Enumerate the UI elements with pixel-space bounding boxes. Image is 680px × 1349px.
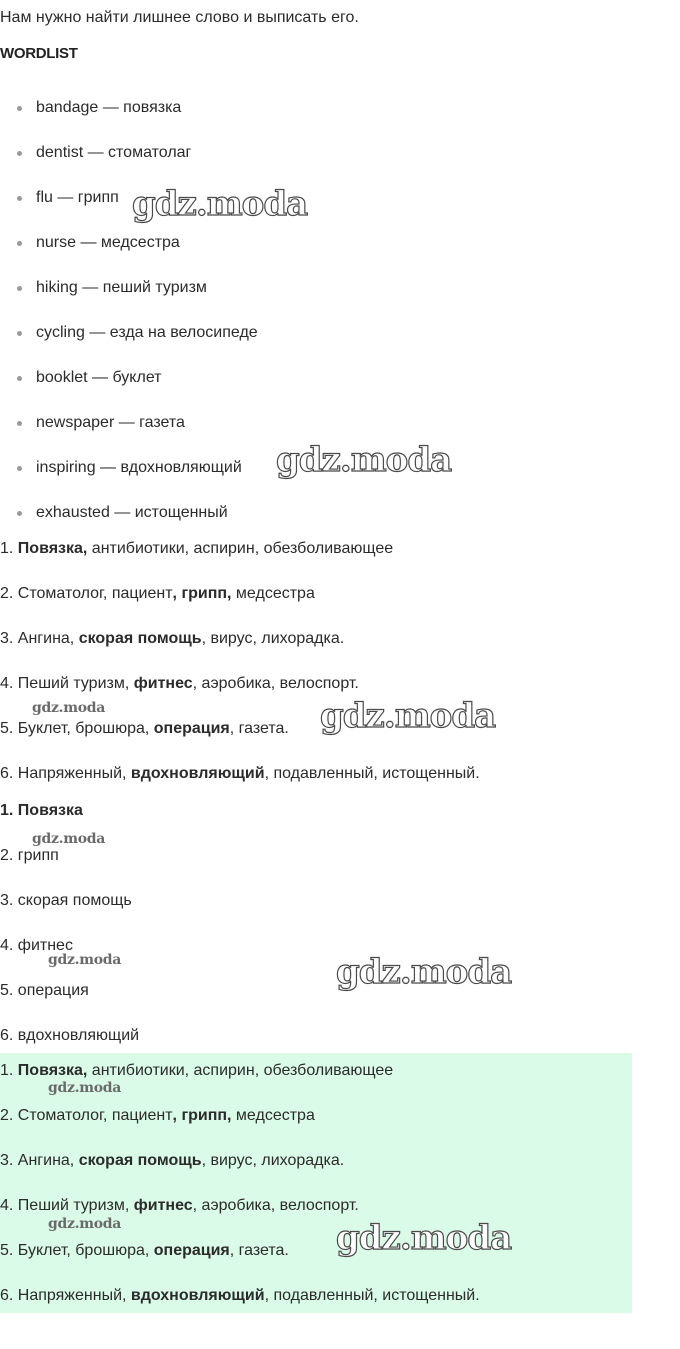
intro-text: Нам нужно найти лишнее слово и выписать его. [0,9,359,26]
answer-highlight: операция [153,720,230,737]
wordlist-item-text: dentist — стоматолаг [36,144,192,161]
answer-highlight: вдохновляющий [130,765,265,782]
answer-line [0,1240,480,1285]
wordlist-item-text: nurse — медсестра [36,234,180,251]
watermark-logo: gdz.moda [32,831,106,847]
wordlist-item-text: inspiring — вдохновляющий [36,459,242,476]
answer-text: 5. Буклет, брошюра, [0,1242,154,1259]
answer-line [0,538,480,583]
answer-text: , подавленный, истощенный. [264,1287,480,1304]
wordlist-item-text: exhausted — истощенный [36,504,228,521]
exercise-answers [0,538,480,808]
wordlist-item-text: newspaper — газета [36,414,185,431]
watermark-logo: gdz.moda [48,1080,122,1096]
short-answer: 2. грипп [0,847,59,864]
answer-line [0,1150,480,1195]
answer-text: 4. Пеший туризм, [0,1197,134,1214]
answer-line [0,673,480,718]
answer-line [0,628,480,673]
answer-highlight: фитнес [133,1197,193,1214]
answer-text: 6. Напряженный, [0,1287,131,1304]
bullet-icon [17,466,22,471]
watermark-logo: gdz.moda [32,700,106,716]
highlighted-answers [0,1060,480,1330]
answer-text: , аэробика, велоспорт. [192,675,359,692]
bullet-icon [17,331,22,336]
bullet-icon [17,286,22,291]
answer-text: , аэробика, велоспорт. [192,1197,359,1214]
answer-highlight: скорая помощь [78,1152,202,1169]
answer-line [0,1060,480,1105]
answer-text: 6. Напряженный, [0,765,131,782]
short-answer: 6. вдохновляющий [0,1027,140,1044]
list-item [0,186,258,231]
answer-highlight: фитнес [133,675,193,692]
wordlist-item-text: booklet — буклет [36,369,162,386]
answer-text: 1. [0,1062,18,1079]
wordlist [0,96,258,546]
short-answers [0,800,139,1070]
watermark-logo: gdz.moda [336,1218,512,1258]
answer-text: антибиотики, аспирин, обезболивающее [87,540,394,557]
answer-text: 2. Стоматолог, пациент [0,1107,173,1124]
watermark-logo: gdz.moda [320,696,496,736]
answer-text: , газета. [229,1242,289,1259]
list-item [0,141,258,186]
wordlist-item-text: cycling — езда на велосипеде [36,324,258,341]
answer-text: , газета. [229,720,289,737]
watermark-logo: gdz.moda [276,440,452,480]
wordlist-item-text: hiking — пеший туризм [36,279,207,296]
answer-highlight: вдохновляющий [130,1287,265,1304]
watermark-logo: gdz.moda [48,952,122,968]
watermark-logo: gdz.moda [132,184,308,224]
answer-text: 2. Стоматолог, пациент [0,585,173,602]
bullet-icon [17,241,22,246]
list-item [0,321,258,366]
answer-highlight: , грипп, [172,585,232,602]
watermark-logo: gdz.moda [48,1216,122,1232]
bullet-icon [17,376,22,381]
answer-line [0,1285,480,1330]
list-item [0,231,258,276]
short-answer: 5. операция [0,982,89,999]
bullet-icon [17,421,22,426]
answer-highlight: , грипп, [172,1107,232,1124]
bullet-icon [17,511,22,516]
answer-highlight: Повязка, [17,1062,88,1079]
watermark-logo: gdz.moda [336,952,512,992]
wordlist-item-text: flu — грипп [36,189,119,206]
answer-text: , вирус, лихорадка. [201,630,345,647]
short-answer: 1. Повязка [0,802,83,819]
answer-line [0,1195,480,1240]
answer-highlight: операция [153,1242,230,1259]
bullet-icon [17,151,22,156]
answer-text: 1. [0,540,18,557]
list-item [0,456,258,501]
answer-text: 3. Ангина, [0,630,79,647]
answer-highlight: Повязка, [17,540,88,557]
answer-text: 5. Буклет, брошюра, [0,720,154,737]
list-item [0,411,258,456]
answer-highlight: скорая помощь [78,630,202,647]
list-item [0,276,258,321]
answer-text: антибиотики, аспирин, обезболивающее [87,1062,394,1079]
answer-line [0,583,480,628]
list-item [0,366,258,411]
answer-line [0,718,480,763]
bullet-icon [17,106,22,111]
answer-text: , вирус, лихорадка. [201,1152,345,1169]
list-item [0,96,258,141]
wordlist-item-text: bandage — повязка [36,99,182,116]
answer-line [0,1105,480,1150]
short-answer: 4. фитнес [0,937,73,954]
bullet-icon [17,196,22,201]
answer-text: медсестра [231,585,315,602]
answer-text: медсестра [231,1107,315,1124]
answer-text: 4. Пеший туризм, [0,675,134,692]
short-answer: 3. скорая помощь [0,892,132,909]
answer-text: 3. Ангина, [0,1152,79,1169]
answer-text: , подавленный, истощенный. [264,765,480,782]
wordlist-heading: WORDLIST [0,45,78,62]
